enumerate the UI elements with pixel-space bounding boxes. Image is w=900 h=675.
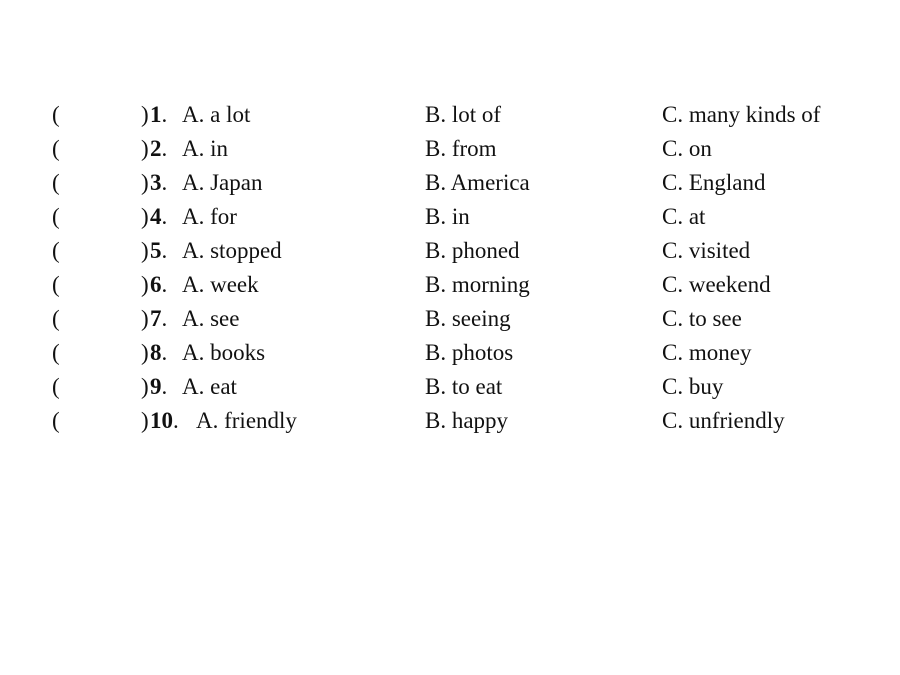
option-a: A. a lot: [182, 102, 251, 127]
question-number: 9.: [150, 374, 168, 399]
option-c: C. weekend: [662, 272, 771, 297]
option-b: B. photos: [425, 340, 514, 365]
option-a: A. books: [182, 340, 266, 365]
option-b: B. happy: [425, 408, 509, 433]
option-a: A. see: [182, 306, 240, 331]
option-a: A. eat: [182, 374, 237, 399]
question-row: [0, 98, 900, 132]
answer-blank-close: ): [141, 204, 149, 229]
question-row: [0, 336, 900, 370]
option-c: C. money: [662, 340, 752, 365]
answer-blank-open: (: [52, 204, 60, 229]
question-number: 4.: [150, 204, 168, 229]
answer-blank-close: ): [141, 374, 149, 399]
question-number: 8.: [150, 340, 168, 365]
question-row: [0, 302, 900, 336]
option-a: A. friendly: [196, 408, 297, 433]
question-row: [0, 166, 900, 200]
answer-blank-open: (: [52, 408, 60, 433]
option-c: C. many kinds of: [662, 102, 821, 127]
question-row: [0, 132, 900, 166]
option-c: C. unfriendly: [662, 408, 785, 433]
question-row: [0, 234, 900, 268]
question-row: [0, 268, 900, 302]
answer-blank-close: ): [141, 272, 149, 297]
answer-blank-close: ): [141, 170, 149, 195]
option-a: A. stopped: [182, 238, 282, 263]
question-row: [0, 370, 900, 404]
option-b: B. morning: [425, 272, 530, 297]
option-c: C. England: [662, 170, 766, 195]
question-row: [0, 404, 900, 438]
answer-blank-open: (: [52, 136, 60, 161]
option-b: B. seeing: [425, 306, 511, 331]
answer-blank-open: (: [52, 340, 60, 365]
option-c: C. to see: [662, 306, 742, 331]
option-b: B. in: [425, 204, 470, 229]
answer-blank-open: (: [52, 374, 60, 399]
option-c: C. visited: [662, 238, 751, 263]
question-number: 3.: [150, 170, 168, 195]
option-a: A. in: [182, 136, 228, 161]
option-a: A. for: [182, 204, 237, 229]
question-number: 7.: [150, 306, 168, 331]
answer-blank-close: ): [141, 102, 149, 127]
answer-blank-close: ): [141, 136, 149, 161]
option-b: B. lot of: [425, 102, 502, 127]
question-number: 2.: [150, 136, 168, 161]
answer-blank-open: (: [52, 238, 60, 263]
answer-blank-open: (: [52, 102, 60, 127]
answer-blank-close: ): [141, 238, 149, 263]
answer-blank-close: ): [141, 306, 149, 331]
answer-blank-open: (: [52, 170, 60, 195]
answer-blank-close: ): [141, 340, 149, 365]
answer-blank-open: (: [52, 272, 60, 297]
question-list: [0, 98, 900, 438]
answer-blank-open: (: [52, 306, 60, 331]
question-number: 1.: [150, 102, 168, 127]
option-a: A. Japan: [182, 170, 263, 195]
option-c: C. buy: [662, 374, 724, 399]
option-b: B. phoned: [425, 238, 520, 263]
option-c: C. at: [662, 204, 706, 229]
option-b: B. to eat: [425, 374, 503, 399]
option-c: C. on: [662, 136, 712, 161]
option-b: B. America: [425, 170, 530, 195]
question-row: [0, 200, 900, 234]
question-number: 5.: [150, 238, 168, 263]
question-number: 6.: [150, 272, 168, 297]
option-a: A. week: [182, 272, 259, 297]
option-b: B. from: [425, 136, 497, 161]
answer-blank-close: ): [141, 408, 149, 433]
question-number: 10.: [150, 408, 179, 433]
